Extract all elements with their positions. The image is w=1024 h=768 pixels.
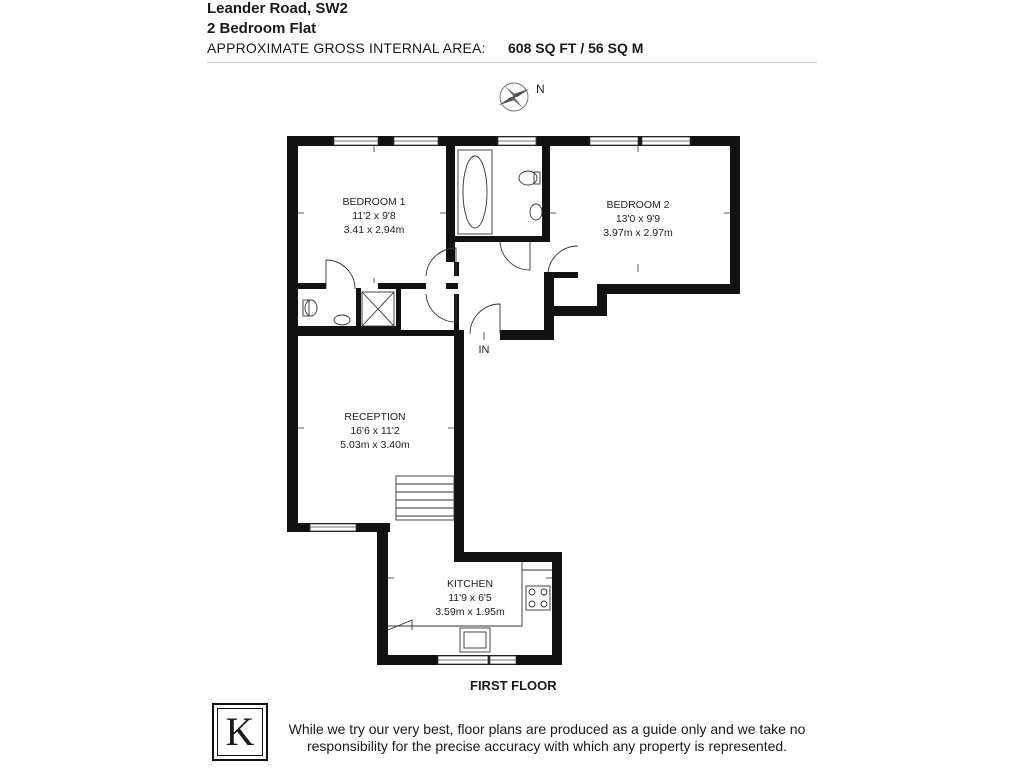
compass-north-label: N [536,82,545,96]
reception-name: RECEPTION [344,411,406,423]
floor-label: FIRST FLOOR [470,678,557,693]
disclaimer-text: While we try our very best, floor plans are produced as a guide only and we take no responsibility for the precise accuracy with which any property is represented. [288,721,806,754]
bedroom2-name: BEDROOM 2 [606,199,670,211]
area-value: 608 SQ FT / 56 SQ M [508,40,644,56]
reception-imperial: 16'6 x 11'2 [350,425,400,437]
property-title: Leander Road, SW2 [207,0,348,17]
area-label: APPROXIMATE GROSS INTERNAL AREA: [207,40,486,56]
kitchen-metric: 3.59m x 1.95m [435,606,505,618]
property-subtitle: 2 Bedroom Flat [207,20,317,37]
bedroom2-metric: 3.97m x 2.97m [603,227,673,239]
entrance-label: IN [478,344,490,356]
kitchen-imperial: 11'9 x 6'5 [448,592,492,604]
bedroom1-metric: 3.41 x 2.94m [343,224,405,236]
agency-logo [212,703,268,761]
reception-metric: 5.03m x 3.40m [340,439,410,451]
bedroom1-name: BEDROOM 1 [342,196,406,208]
agency-logo-letter: K [217,708,263,756]
bedroom2-imperial: 13'0 x 9'9 [615,213,661,225]
bedroom1-imperial: 11'2 x 9'8 [352,210,396,222]
kitchen-name: KITCHEN [446,578,494,590]
